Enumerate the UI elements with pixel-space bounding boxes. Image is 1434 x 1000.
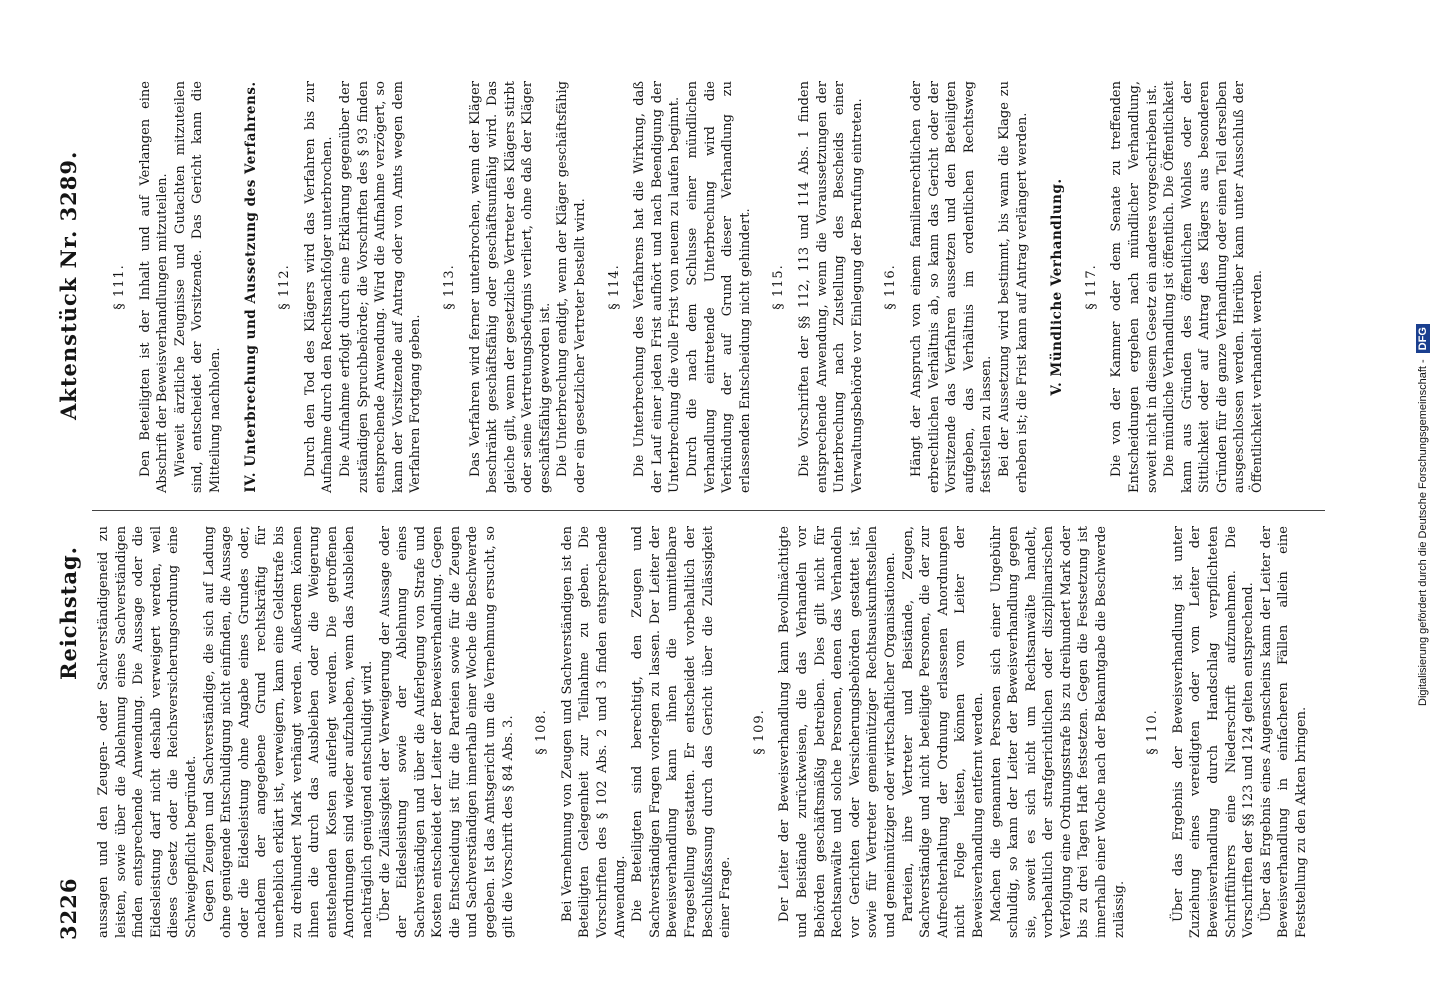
digitization-text: Digitalisierung gefördert durch die Deutsche Forschungsgemeinschaft -	[1417, 359, 1429, 706]
section-heading-v: V. Mündliche Verhandlung.	[1049, 178, 1066, 396]
paragraph: Durch den Tod des Klägers wird das Verfahren bis zur Aufnahme durch den Rechtsnachfolger unterbrochen.	[302, 81, 336, 493]
paragraph: Bei Vernehmung von Zeugen und Sachverständigen ist den Beteiligten Gelegenheit zur Teilnahme zu geben. Die Vorschriften des § 102 Abs. 2 und 3 finden entsprechende Anwendung.	[559, 526, 628, 938]
paragraph: Gegen Zeugen und Sachverständige, die sich auf Ladung ohne genügende Entschuldigung nicht einfinden, die Aussage oder die Eidesleistung ohne Angabe eines Grundes oder, nachdem der angegebene Grund rechtskräftig für unerheblich erklärt ist, verweigern, kann eine Geldstrafe bis zu dreihundert Mark verhängt werden. Außerdem können ihnen die durch das Ausbleiben oder die Weigerung entstehenden Kosten auferlegt werden. Die getroffenen Anordnungen sind wieder aufzuheben, wenn das Ausbleiben nachträglich genügend entschuldigt wird.	[201, 526, 375, 938]
section-number-109: § 109.	[751, 709, 767, 755]
section-heading-iv: IV. Unterbrechung und Aussetzung des Verfahrens.	[242, 81, 259, 493]
paragraph: Wieweit ärztliche Zeugnisse und Gutachten mitzuteilen sind, entscheidet der Vorsitzende. Das Gericht kann die Mitteilung nachholen.	[172, 81, 223, 493]
digitization-note	[1412, 6, 1434, 706]
paragraph: Die von der Kammer oder dem Senate zu treffenden Entscheidungen ergehen nach mündlicher Verhandlung, soweit nicht in diesem Gesetz ein anderes vorgeschrieben ist.	[1109, 81, 1160, 493]
paragraph: Die Unterbrechung endigt, wenn der Kläger geschäftsfähig oder ein gesetzlicher Vertreter bestellt wird.	[555, 81, 589, 493]
paragraph: Das Verfahren wird ferner unterbrochen, wenn der Kläger beschränkt geschäftsfähig oder geschäftsunfähig wird. Das gleiche gilt, wenn der gesetzliche Vertreter des Klägers stirbt oder seine Vertretungsbefugnis verliert, ohne daß der Kläger geschäftsfähig geworden ist.	[467, 81, 553, 493]
paragraph: Den Beteiligten ist der Inhalt und auf Verlangen eine Abschrift der Beweisverhandlungen mitzuteilen.	[137, 81, 171, 493]
header-body: Reichstag.	[56, 546, 81, 680]
section-number-111: § 111.	[112, 264, 127, 310]
paragraph: Die Beteiligten sind berechtigt, den Zeugen und Sachverständigen Fragen vorlegen zu lassen. Der Leiter der Beweisverhandlung kann ihnen die unmittelbare Fragestellung gestatten. Er entscheidet vorbehaltlich der Beschlußfassung durch das Gericht über die Zulässigkeit einer Frage.	[630, 526, 734, 938]
paragraph: Durch die nach dem Schlusse einer mündlichen Verhandlung eintretende Unterbrechung wird die Verkündung der auf Grund dieser Verhandlung zu erlassenden Entscheidung nicht gehindert.	[685, 81, 753, 493]
dfg-logo: DFG	[1416, 324, 1430, 353]
paragraph: Parteien, ihre Vertreter und Beistände, Zeugen, Sachverständige und nicht beteiligte Personen, die der zur Aufrechterhaltung der Ordnung erlassenen Anordnungen nicht Folge leisten, können vom Leiter der Beweisverhandlung entfernt werden.	[900, 526, 986, 938]
column-divider	[92, 510, 1325, 511]
paragraph: Die Vorschriften der §§ 112, 113 und 114 Abs. 1 finden entsprechende Anwendung, wenn die Voraussetzungen der Unterbrechung nach Zustellung des Bescheids einer Verwaltungsbehörde vor Einlegung der Berufung eintreten.	[797, 81, 865, 493]
paragraph: Die Unterbrechung des Verfahrens hat die Wirkung, daß der Lauf einer jeden Frist aufhört und nach Beendigung der Unterbrechung die volle Frist von neuem zu laufen beginnt.	[632, 81, 683, 493]
section-number-115: § 115.	[771, 264, 787, 310]
section-number-108: § 108.	[534, 709, 550, 755]
paragraph: Die mündliche Verhandlung ist öffentlich. Die Öffentlichkeit kann aus Gründen des öffentlichen Wohles oder der Sittlichkeit oder auf Antrag des Klägers aus besonderen Gründen für die ganze Verhandlung oder einen Teil derselben ausgeschlossen werden. Hierüber kann unter Ausschluß der Öffentlichkeit verhandelt werden.	[1162, 81, 1266, 493]
section-number-114: § 114.	[606, 264, 622, 310]
page-number: 3226	[56, 877, 81, 940]
right-column	[95, 81, 1267, 493]
header-document: Aktenstück Nr. 3289.	[56, 150, 81, 420]
section-number-112: § 112.	[277, 264, 293, 310]
paragraph: Über das Ergebnis eines Augenscheins kann der Leiter der Beweisverhandlung in einfacheren Fällen allein eine Feststellung zu den Akten bringen.	[1258, 526, 1309, 938]
paragraph: Die Aufnahme erfolgt durch eine Erklärung gegenüber der zuständigen Spruchbehörde; die Vorschriften des § 93 finden entsprechende Anwendung. Wird die Aufnahme verzögert, so kann der Vorsitzende auf Antrag oder von Amts wegen dem Verfahren Fortgang geben.	[337, 81, 424, 493]
section-number-116: § 116.	[883, 264, 899, 310]
paragraph: aussagen und den Zeugen- oder Sachverständigeneid zu leisten, sowie über die Ablehnung eines Sachverständigen finden entsprechende Anwendung. Die Aussage oder die Eidesleistung darf nicht deshalb verweigert werden, weil dieses Gesetz oder die Reichsversicherungsordnung eine Schweigepflicht begründet.	[96, 526, 199, 938]
section-number-110: § 110.	[1145, 709, 1161, 755]
left-column	[95, 526, 1311, 938]
paragraph: Machen die genannten Personen sich einer Ungebühr schuldig, so kann der Leiter der Beweisverhandlung gegen sie, soweit es sich nicht um Rechtsanwälte handelt, vorbehaltlich der strafgerichtlichen oder disziplinarischen Verfolgung eine Ordnungsstrafe bis zu dreihundert Mark oder bis zu drei Tagen Haft festsetzen. Gegen die Festsetzung ist innerhalb einer Woche nach der Bekanntgabe die Beschwerde zulässig.	[988, 526, 1127, 938]
paragraph: Über die Zulässigkeit der Verweigerung der Aussage oder der Eidesleistung sowie der Ablehnung eines Sachverständigen und über die Auferlegung von Strafe und Kosten entscheidet der Leiter der Beweisverhandlung. Gegen die Entscheidung ist für die Parteien sowie für die Zeugen und Sachverständigen innerhalb einer Woche die Beschwerde gegeben. Ist das Amtsgericht um die Vernehmung ersucht, so gilt die Vorschrift des § 84 Abs. 3.	[377, 526, 516, 938]
page-header	[50, 60, 90, 940]
paragraph: Hängt der Anspruch von einem familienrechtlichen oder erbrechtlichen Verhältnis ab, so kann das Gericht oder der Vorsitzende das Verfahren aussetzen und den Beteiligten aufgeben, das Verhältnis im ordentlichen Rechtsweg feststellen zu lassen.	[908, 81, 995, 493]
paragraph: Bei der Aussetzung wird bestimmt, bis wann die Klage zu erheben ist; die Frist kann auf Antrag verlängert werden.	[996, 81, 1030, 493]
paragraph: Der Leiter der Beweisverhandlung kann Bevollmächtigte und Beistände zurückweisen, die das Verhandeln vor Behörden geschäftsmäßig betreiben. Dies gilt nicht für Rechtsanwälte und solche Personen, denen das Verhandeln vor Gerichten oder Versicherungsbehörden gestattet ist, sowie für Vertreter gemeinnütziger Rechtsauskunftsstellen und gemeinnütziger oder wirtschaftlicher Organisationen.	[777, 526, 898, 938]
section-number-117: § 117.	[1083, 264, 1099, 310]
section-number-113: § 113.	[441, 264, 457, 310]
paragraph: Über das Ergebnis der Beweisverhandlung ist unter Zuziehung eines vereidigten oder vom Leiter der Beweisverhandlung durch Handschlag verpflichteten Schriftführers eine Niederschrift aufzunehmen. Die Vorschriften der §§ 123 und 124 gelten entsprechend.	[1170, 526, 1257, 938]
